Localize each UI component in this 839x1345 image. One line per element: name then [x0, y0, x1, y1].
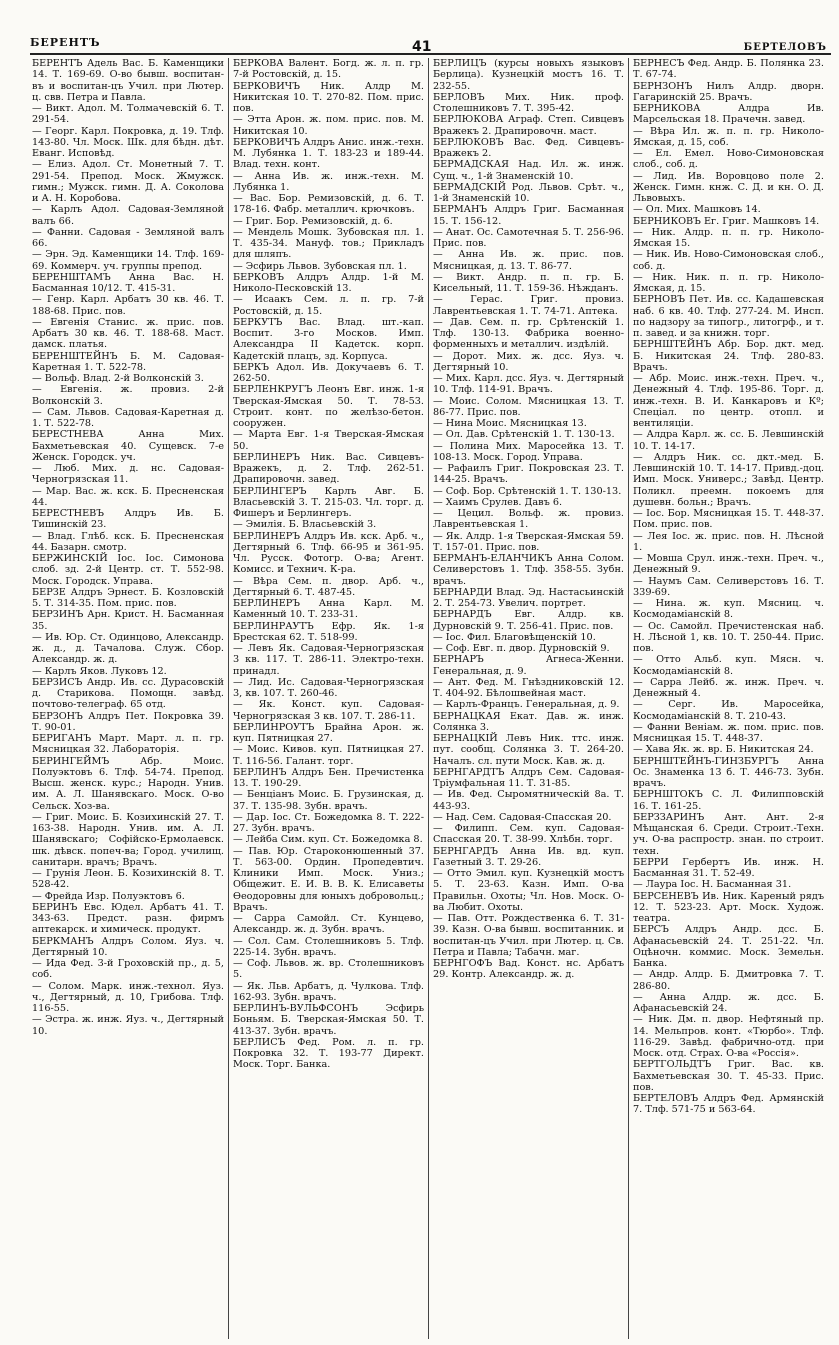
directory-entry: БЕРЗИСЪ Андр. Ив. сс. Дурасовскій д. Старикова. Помощн. завѣд. почтово-телеграф. 65 отд.	[32, 676, 224, 711]
directory-entry: — Як. Конст. куп. Садовая-Черногрязская 3 кв. 107. Т. 286-11.	[233, 699, 424, 722]
directory-entry: БЕРЖИНСКІЙ Іос. Іос. Симонова слоб. зд. 2-й Центр. ст. Т. 552-98. Моск. Городск. Управа.	[32, 553, 224, 587]
directory-entry: БЕРНЕСЪ Фед. Андр. Б. Полянка 23. Т. 67-74.	[633, 58, 824, 81]
directory-entry: — Исаакъ Сем. л. п. гр. 7-й Ростовскій, д. 15.	[233, 294, 424, 317]
directory-entry: — Мих. Карл. дсс. Яуз. ч. Дегтярный 10. Тлф. 114-91. Врачъ.	[433, 373, 624, 396]
directory-entry: БЕРТГОЛЬДТЪ Григ. Вас. кв. Бахметьевская 30. Т. 45-33. Прис. пов.	[633, 1059, 824, 1093]
directory-entry: — Анат. Ос. Самотечная 5. Т. 256-96. Прис. пов.	[433, 226, 624, 249]
directory-entry: БЕРКОВИЧЪ Ник. Алдр М. Никитская 10. Т. 270-82. Пом. прис. пов.	[233, 80, 424, 114]
directory-entry: — Дар. Іос. Ст. Божедомка 8. Т. 222-27. Зубн. врачъ.	[233, 811, 424, 834]
directory-entry: — Абр. Моис. инж.-техн. Преч. ч., Денежный 4. Тлф. 195-86. Торг. д. инж.-техн. В. И. Канкаровъ и Кº; Спеціал. по центр. отопл. и вентиляціи.	[633, 373, 824, 429]
directory-entry: БЕРМАДСКІЙ Род. Львов. Срѣт. ч., 1-й Знаменскій 10.	[433, 181, 624, 204]
directory-entry: — Левъ Як. Садовая-Черногрязская 3 кв. 117. Т. 286-11. Электро-техн. принадл.	[233, 643, 424, 677]
directory-entry: БЕРЛИНЪ-ВУЛЬФСОНЪ Эсфирь Боньям. Б. Тверская-Ямская 50. Т. 413-37. Зубн. врачъ.	[233, 1003, 424, 1037]
directory-entry: — Пав. Юр. Староконюшенный 37. Т. 563-00. Ордин. Пропедевтич. Клиники Имп. Моск. Униз.; Общежит. Е. И. В. В. К. Елисаветы Өеодоровны для юныхъ добровольц.; Врачъ.	[233, 845, 424, 913]
directory-entry: — Фанни. Садовая - Земляной валъ 66.	[32, 226, 224, 249]
directory-entry: — Лейба Сим. куп. Ст. Божедомка 8.	[233, 834, 423, 846]
directory-entry: — Лаура Іос. Н. Басманная 31.	[633, 879, 792, 891]
directory-entry: БЕРМАДСКАЯ Над. Ил. ж. инж. Сущ. ч., 1-й Знаменскій 10.	[433, 159, 624, 182]
directory-entry: БЕРЕСТНЕВЪ Алдръ Ив. Б. Тишинскій 23.	[32, 508, 224, 531]
directory-entry: — Андр. Алдр. Б. Дмитровка 7. Т. 286-80.	[633, 969, 824, 992]
directory-entry: — Марта Евг. 1-я Тверская-Ямская 50.	[233, 429, 424, 452]
directory-entry: — Карлъ Яков. Луковъ 12.	[32, 665, 167, 677]
directory-entry: БЕРЛИЦЪ (курсы новыхъ языковъ Берлица). Кузнецкій мостъ 16. Т. 232-55.	[433, 58, 624, 92]
directory-entry: — Соф. Евг. п. двор. Дурновскій 9.	[433, 643, 610, 654]
directory-entry: — Серг. Ив. Маросейка, Космодамiанскій 8. Т. 210-43.	[633, 699, 824, 722]
directory-entry: — Ив. Фед. Сыромятническій 8а. Т. 443-93.	[433, 789, 624, 812]
directory-entry: БЕРКМАНЪ Алдръ Солом. Яуз. ч. Дегтярный 10.	[32, 935, 224, 958]
directory-entry: — Вѣра Сем. п. двор. Арб. ч., Дегтярный 6. Т. 487-45.	[233, 575, 424, 598]
directory-entry: — Мендель Мошк. Зубовская пл. 1. Т. 435-34. Мануф. тов.; Прикладъ для шляпъ.	[233, 226, 424, 261]
directory-entry: — Цецил. Вольф. ж. провиз. Лаврентьевская 1.	[433, 508, 624, 531]
directory-entry: БЕРНШТОКЪ С. Л. Филипповскій 16. Т. 161-25.	[633, 789, 824, 812]
directory-entry: БЕРНГАРДЪ Анна Ив. вд. куп. Газетный 3. Т. 29-26.	[433, 845, 624, 868]
directory-entry: — Як. Алдр. 1-я Тверская-Ямская 59. Т. 157-01. Прис. пов.	[433, 530, 624, 553]
column-4	[628, 58, 828, 1339]
directory-entry: БЕРНАЦКАЯ Екат. Дав. ж. инж. Солянка 3.	[433, 710, 624, 733]
directory-entry: — Ант. Фед. М. Гнѣздниковскій 12. Т. 404-92. Бѣлошвейная маст.	[433, 676, 624, 699]
directory-entry: — Отто Эмил. куп. Кузнецкій мостъ 5. Т. 23-63. Казн. Имп. О-ва Правильн. Охоты; Чл. Нов. Моск. О-ва Любит. Охоты.	[433, 868, 624, 913]
directory-entry: — Герас. Григ. провиз. Лаврентьевская 1. Т. 74-71. Аптека.	[433, 294, 624, 317]
directory-entry: — Ол. Мих. Машковъ 14.	[633, 204, 761, 216]
directory-entry: БЕРЗЕ Алдръ Эрнест. Б. Козловскій 5. Т. 314-35. Пом. прис. пов.	[32, 586, 224, 609]
directory-entry: — Ник. Ив. Ново-Симоновская слоб., соб. д.	[633, 249, 824, 272]
directory-entry: — Дорот. Мих. ж. дсс. Яуз. ч. Дегтярный 10.	[433, 350, 624, 373]
directory-entry: — Солом. Марк. инж.-технол. Яуз. ч., Дегтярный, д. 10, Грибова. Тлф. 116-55.	[32, 980, 224, 1014]
directory-entry: — Рафаилъ Григ. Покровская 23. Т. 144-25. Врачъ.	[433, 463, 624, 486]
directory-entry: — Соф. Львов. ж. вр. Столешниковъ 5.	[233, 958, 424, 981]
directory-entry: БЕРЕСТНЕВА Анна Мих. Бахметьевская 40. Сущевск. 7-е Женск. Городск. уч.	[32, 429, 224, 463]
directory-entry: БЕРЛЕНКРУГЪ Леонъ Евг. инж. 1-я Тверская-Ямская 50. Т. 78-53. Строит. конт. по желѣзо-бетон. сооружен.	[233, 384, 424, 429]
directory-entry: БЕРЛИНГЕРЪ Карлъ Авг. Б. Власьевскій 3. Т. 215-03. Чл. торг. д. Фишеръ и Берлингеръ.	[233, 485, 424, 519]
directory-entry: БЕРКОВА Валент. Богд. ж. л. п. гр. 7-й Ростовскій, д. 15.	[233, 58, 424, 81]
directory-entry: — Анна Алдр. ж. дсс. Б. Афанасьевскій 24.	[633, 991, 824, 1014]
header-rule	[30, 53, 831, 55]
directory-entry: — Отто Альб. куп. Мясн. ч. Космодамiанскій 8.	[633, 654, 824, 677]
directory-entry: БЕРЕНТЪ Адель Вас. Б. Каменщики 14. Т. 169-69. О-во бывш. воспитан-въ и воспитан-цъ Учил. при Лютер. ц. свв. Петра и Павла.	[32, 58, 224, 103]
directory-entry: — Ив. Юр. Ст. Одинцово, Александр. ж. д., д. Тачалова. Служ. Сбор. Александр. ж. д.	[32, 631, 224, 666]
directory-entry: БЕРЛИСЪ Фед. Ром. л. п. гр. Покровка 32. Т. 193-77 Директ. Моск. Торг. Банка.	[233, 1036, 424, 1071]
directory-entry: — Моис. Солом. Мясницкая 13. Т. 86-77. Прис. пов.	[433, 395, 624, 418]
directory-entry: — Іос. Фил. Благовѣщенскій 10.	[433, 631, 596, 643]
directory-entry: — Ел. Емел. Ново-Симоновская слоб., соб. д.	[633, 148, 824, 171]
directory-entry: — Вас. Бор. Ремизовскій, д. 6. Т. 178-16. Фабр. металлич. крючковъ.	[233, 193, 424, 216]
directory-entry: БЕРЛИНЕРЪ Ник. Вас. Сивцевъ-Вражекъ, д. 2. Тлф. 262-51. Драпировочн. завед.	[233, 451, 424, 486]
directory-entry: — Елиз. Адол. Ст. Монетный 7. Т. 291-54. Препод. Моск. Жмужск. гимн.; Мужск. гимн. Д. А. Соколова и А. Н. Коробова.	[32, 159, 224, 204]
directory-entry: — Ник. Алдр. п. п. гр. Николо-Ямская 15.	[633, 226, 824, 249]
directory-entry: — Бенціанъ Моис. Б. Грузинская, д. 37. Т. 135-98. Зубн. врачъ.	[233, 789, 424, 812]
directory-entry: — Над. Сем. Садовая-Спасская 20.	[433, 811, 612, 823]
directory-entry: — Филипп. Сем. куп. Садовая-Спасская 20. Т. 38-99. Хлѣбн. торг.	[433, 823, 624, 846]
directory-entry: — Хава Як. ж. вр. Б. Никитская 24.	[633, 744, 814, 756]
directory-entry: БЕРСЕНЕВЪ Ив. Ник. Кареный рядъ 12. Т. 523-23. Арт. Моск. Худож. театра.	[633, 890, 824, 924]
directory-entry: БЕРЛЮКОВА Аграф. Степ. Сивцевъ Вражекъ 2. Драпировочн. маст.	[433, 114, 624, 137]
directory-entry: — Ос. Самойл. Пречистенская наб. Н. Лѣсной 1, кв. 10. Т. 250-44. Прис. пов.	[633, 620, 824, 654]
directory-entry: — Пав. Отт. Рождественка 6. Т. 31-39. Казн. О-ва бывш. воспитанник. и воспитан-цъ Учил. при Лютер. ц. Св. Петра и Павла; Табачн. маг.	[433, 913, 624, 958]
directory-entry: — Соф. Бор. Срѣтенскій 1. Т. 130-13.	[433, 485, 622, 497]
directory-entry: БЕРНШТЕЙНЪ Абр. Бор. дкт. мед. Б. Никитская 24. Тлф. 280-83. Врачъ.	[633, 339, 824, 373]
directory-entry: БЕРКОВИЧЪ Алдръ Анис. инж.-техн. М. Лубянка 1. Т. 183-23 и 189-44. Влад. техн. конт.	[233, 136, 424, 171]
column-3	[428, 58, 628, 1339]
directory-entry: — Вѣра Ил. ж. п. п. гр. Николо-Ямская, д. 15, соб.	[633, 125, 824, 148]
directory-entry: — Сарра Самойл. Ст. Кунцево, Александр. ж. д. Зубн. врачъ.	[233, 913, 424, 936]
directory-entry: БЕРЛИНЪ Алдръ Бен. Пречистенка 13. Т. 190-29.	[233, 766, 424, 789]
directory-entry: БЕРМАНЪ Алдръ Григ. Басманная 15. Т. 156-12.	[433, 204, 624, 227]
directory-entry: — Іос. Бор. Мясницкая 15. Т. 448-37. Пом. прис. пов.	[633, 508, 824, 531]
directory-entry: — Ол. Дав. Срѣтенскій 1. Т. 130-13.	[433, 429, 615, 441]
directory-entry: БЕРЛИНЕРЪ Анна Карл. М. Каменный 10. Т. 233-31.	[233, 598, 424, 621]
running-head-left: БЕРЕНТЪ	[30, 36, 101, 49]
directory-entry: — Нина Моис. Мясницкая 13.	[433, 418, 587, 429]
directory-entry: — Нина. ж. куп. Мясниц. ч. Космодамiанскій 8.	[633, 598, 824, 621]
directory-entry: БЕРНАРДЪ Евг. Алдр. кв. Дурновскій 9. Т. 256-41. Прис. пов.	[433, 609, 624, 632]
directory-entry: — Георг. Карл. Покровка, д. 19. Тлф. 143-80. Чл. Моск. Шк. для бѣдн. дѣт. Еванг. Исповѣд.	[32, 125, 224, 159]
directory-entry: — Карлъ-Францъ. Генеральная, д. 9.	[433, 699, 620, 711]
directory-entry: — Алдръ Ник. сс. дкт.-мед. Б. Левшинскій 10. Т. 14-17. Привд.-доц. Имп. Моск. Универс.; Завѣд. Центр. Поликл. преемн. покоемъ для душевн. больн.; Врачъ.	[633, 451, 824, 508]
directory-entry: — Мар. Вас. ж. кск. Б. Пресненская 44.	[32, 485, 224, 508]
directory-entry: — Полина Мих. Маросейка 13. Т. 108-13. Моск. Город. Управа.	[433, 440, 624, 463]
directory-entry: БЕРТЕЛОВЪ Алдръ Фед. Армянскій 7. Тлф. 571-75 и 563-64.	[633, 1093, 824, 1116]
running-head-right: БЕРТЕЛОВЪ	[743, 42, 827, 53]
directory-entry: БЕРЗИНЪ Арн. Крист. Н. Басманная 35.	[32, 609, 224, 632]
directory-entry: БЕРНОВЪ Пет. Ив. сс. Кадашевская наб. 6 кв. 40. Тлф. 277-24. М. Инсп. по надзору за типогр., литогрф., и т. п. завед. и за книжн. торг.	[633, 294, 824, 339]
directory-entry: — Наумъ Сам. Селиверстовъ 16. Т. 339-69.	[633, 575, 824, 598]
directory-entry: — Люб. Мих. д. нс. Садовая-Черногрязская 11.	[32, 463, 224, 486]
directory-entry: БЕРКЪ Адол. Ив. Докучаевъ 6. Т. 262-50.	[233, 361, 424, 384]
directory-entry: — Фрейда Изр. Полуэктовъ 6.	[32, 890, 185, 902]
directory-entry: БЕРЕНШТЕЙНЪ Б. М. Садовая-Каретная 1. Т. 522-78.	[32, 350, 224, 373]
directory-entry: БЕРЗЗАРИНЪ Ант. Ант. 2-я Мѣщанская 6. Среди. Строит.-Техн. уч. О-ва распростр. знан. по строит. техн.	[633, 811, 824, 857]
directory-entry: — Алдра Карл. ж. сс. Б. Левшинскій 10. Т. 14-17.	[633, 429, 824, 452]
directory-entry: БЕРНИКОВЪ Ег. Григ. Машковъ 14.	[633, 215, 820, 227]
directory-entry: — Григ. Бор. Ремизовскій, д. 6.	[233, 215, 393, 227]
directory-entry: БЕРНШТЕЙНЪ-ГИНЗБУРГЪ Анна Ос. Знаменка 13 б. Т. 446-73. Зубн. врачъ.	[633, 755, 824, 789]
directory-entry: БЕРЛИНРАУТЪ Ефр. Як. 1-я Брестская 62. Т. 518-99.	[233, 620, 424, 643]
directory-entry: БЕРКОВЪ Алдръ Алдр. 1-й М. Николо-Песковскій 13.	[233, 271, 424, 294]
directory-entry: — Хаимъ Срулев. Давъ 6.	[433, 496, 563, 508]
directory-entry: — Як. Льв. Арбатъ, д. Чулкова. Тлф. 162-93. Зубн. врачъ.	[233, 980, 424, 1003]
directory-entry: — Евгенія Станис. ж. прис. пов. Арбатъ 30 кв. 46. Т. 188-68. Маст. дамск. платья.	[32, 316, 224, 351]
directory-entry: — Генр. Карл. Арбатъ 30 кв. 46. Т. 188-68. Прис. пов.	[32, 294, 224, 317]
directory-entry: БЕРИНЪ Евс. Юдел. Арбатъ 41. Т. 343-63. Предст. разн. фирмъ аптекарск. и химическ. продукт.	[32, 901, 224, 936]
directory-entry: БЕРЛИНРОУТЪ Брайна Арон. ж. куп. Пятницкая 27.	[233, 721, 424, 744]
directory-entry: БЕРНАРДИ Влад. Эд. Настасьинскій 2. Т. 254-73. Увелич. портрет.	[433, 586, 624, 609]
directory-entry: — Сарра Лейб. ж. инж. Преч. ч. Денежный 4.	[633, 676, 824, 699]
directory-entry: — Эстра. ж. инж. Яуз. ч., Дегтярный 10.	[32, 1014, 224, 1037]
directory-entry: — Мовша Срул. инж.-техн. Преч. ч., Денежный 9.	[633, 553, 824, 576]
directory-entry: БЕРМАНЪ-ЕЛАНЧИКЪ Анна Солом. Селиверстовъ 1. Тлф. 358-55. Зубн. врачъ.	[433, 553, 624, 587]
directory-entry: БЕРНИКОВА Алдра Ив. Марсельская 18. Прачечн. завед.	[633, 103, 824, 126]
directory-entry: — Григ. Моис. Б. Козихинскій 27. Т. 163-38. Народн. Унив. им. А. Л. Шанявскаго; Софійско-Ермолаевск. шк. дѣвск. попеч-ва; Город. училищ. санитарн. врачъ; Врачъ.	[32, 811, 224, 868]
directory-entry: БЕРЗОНЪ Алдръ Пет. Покровка 39. Т. 90-01.	[32, 710, 224, 733]
directory-entry: БЕРИНГЕЙМЪ Абр. Моис. Полуэктовъ 6. Тлф. 54-74. Препод. Высш. женск. курс.; Народн. Унив. им. А. Л. Шанявскаго. Моск. О-во Сельск. Хоз-ва.	[32, 755, 224, 812]
columns-container	[28, 58, 831, 1339]
directory-entry: — Моис. Кивов. куп. Пятницкая 27. Т. 116-56. Галант. торг.	[233, 744, 424, 767]
directory-entry: БЕРСЪ Алдръ Андр. дсс. Б. Афанасьевскій 24. Т. 251-22. Чл. Оцѣночн. коммис. Моск. Земельн. Банка.	[633, 924, 824, 969]
directory-entry: БЕРЛОВЪ Мих. Ник. проф. Столешниковъ 7. Т. 395-42.	[433, 91, 624, 114]
directory-entry: БЕРЕНШТАМЪ Анна Вас. Н. Басманная 10/12. Т. 415-31.	[32, 271, 224, 294]
directory-entry: — Эсфирь Львов. Зубовская пл. 1.	[233, 260, 407, 272]
directory-entry: БЕРНГОФЪ Вад. Конст. нс. Арбатъ 29. Контр. Александр. ж. д.	[433, 958, 624, 981]
directory-entry: — Лид. Ис. Садовая-Черногрязская 3, кв. 107. Т. 260-46.	[233, 676, 424, 699]
directory-entry: — Дав. Сем. п. гр. Срѣтенскій 1. Тлф. 130-13. Фабрика военно-форменныхъ и металлич. издѣлій.	[433, 316, 624, 351]
directory-entry: — Фанни Веніам. ж. пом. прис. пов. Мясницкая 15. Т. 448-37.	[633, 721, 824, 744]
directory-entry: — Ник. Дм. п. двор. Нефтяный пр. 14. Мельпров. конт. «Тюрбо». Тлф. 116-29. Завѣд. фабрично-отд. при Моск. отд. Страх. О-ва «Россія».	[633, 1014, 824, 1059]
directory-entry: БЕРКУТЪ Вас. Влад. шт.-кап. Воспит. 3-го Москов. Имп. Александра II Кадетск. корп. Кадетскій плацъ, зд. Корпуса.	[233, 316, 424, 362]
page-header	[30, 6, 827, 55]
directory-entry: — Ида Фед. 3-й Гроховскій пр., д. 5, соб.	[32, 958, 224, 981]
directory-entry: БЕРНЗОНЪ Нилъ Алдр. дворн. Гагаринскій 25. Врачъ.	[633, 80, 824, 103]
column-2	[228, 58, 428, 1339]
directory-entry: — Викт. Адол. М. Толмачевскій 6. Т. 291-54.	[32, 103, 224, 126]
directory-entry: БЕРИГАНЪ Март. Март. л. п. гр. Мясницкая 32. Лабораторія.	[32, 733, 224, 756]
directory-entry: — Грунія Леон. Б. Козихинскій 8. Т. 528-42.	[32, 868, 224, 891]
directory-entry: — Лид. Ив. Воровцово поле 2. Женск. Гимн. кнж. С. Д. и кн. О. Д. Львовыхъ.	[633, 170, 824, 204]
directory-entry: — Сол. Сам. Столешниковъ 5. Тлф. 225-14. Зубн. врачъ.	[233, 935, 424, 958]
directory-entry: — Эмилія. Б. Власьевскій 3.	[233, 519, 377, 531]
directory-entry: БЕРРИ Гербертъ Ив. инж. Н. Басманная 31. Т. 52-49.	[633, 856, 824, 879]
column-1	[28, 58, 228, 1339]
directory-entry: — Анна Ив. ж. инж.-техн. М. Лубянка 1.	[233, 170, 424, 193]
directory-entry: — Эрн. Эд. Каменщики 14. Тлф. 169-69. Коммерч. уч. группы препод.	[32, 249, 224, 272]
directory-entry: — Лея Іос. ж. прис. пов. Н. Лѣсной 1.	[633, 530, 824, 553]
directory-entry: — Ник. Ник. п. п. гр. Николо-Ямская, д. 15.	[633, 271, 824, 294]
directory-entry: БЕРНГАРДТЪ Алдръ Сем. Садовая-Тріумфальная 11. Т. 31-85.	[433, 766, 624, 789]
directory-entry: БЕРЛЮКОВЪ Вас. Фед. Сивцевъ-Вражекъ 2.	[433, 136, 624, 159]
directory-entry: — Сам. Львов. Садовая-Каретная д. 1. Т. 522-78.	[32, 406, 224, 429]
directory-entry: — Карлъ Адол. Садовая-Земляной валъ 66.	[32, 204, 224, 227]
directory-entry: — Этта Арон. ж. пом. прис. пов. М. Никитская 10.	[233, 114, 424, 137]
directory-entry: — Вольф. Влад. 2-й Волконскій 3.	[32, 373, 204, 384]
directory-entry: БЕРНАЦКІЙ Левъ Ник. ттс. инж. пут. сообщ. Солянка 3. Т. 264-20. Началъ. сл. пути Моск. Кав. ж. д.	[433, 733, 624, 767]
directory-entry: — Анна Ив. ж. прис. пов. Мясницкая, д. 13. Т. 86-77.	[433, 249, 624, 272]
page-number: 41	[412, 39, 432, 55]
directory-entry: — Влад. Глѣб. кск. Б. Пресненская 44. Базарн. смотр.	[32, 530, 224, 553]
directory-entry: БЕРНАРЪ Агнеса-Женни. Генеральная, д. 9.	[433, 654, 624, 677]
directory-entry: БЕРЛИНЕРЪ Алдръ Ив. кск. Арб. ч., Дегтярный 6. Тлф. 66-95 и 361-95. Чл. Русск. Фотогр. О-ва; Агент. Комисс. и Технич. К-ра.	[233, 530, 424, 576]
directory-entry: — Викт. Андр. п. п. гр. Б. Кисельный, 11. Т. 159-36. Нѣжданъ.	[433, 271, 624, 294]
directory-entry: — Евгенія. ж. провиз. 2-й Волконскій 3.	[32, 384, 224, 407]
